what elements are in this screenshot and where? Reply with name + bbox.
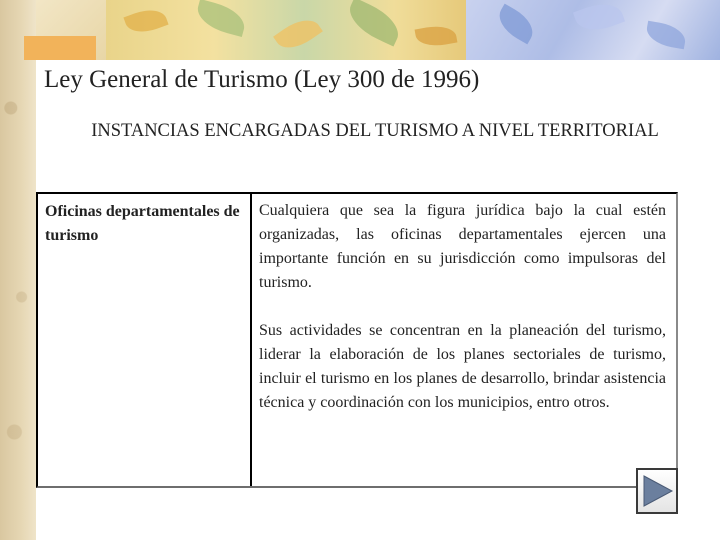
decorative-banner [36,0,720,60]
paragraph-1: Cualquiera que sea la figura jurídica bajo la cual estén organizadas, las oficinas departamentales ejercen una importante función en su jurisdicción como impulsoras del turismo. [259,202,666,291]
slide-subtitle: INSTANCIAS ENCARGADAS DEL TURISMO A NIVEL TERRITORIAL [91,121,659,141]
next-slide-button[interactable] [636,468,678,514]
table-left-cell [38,194,252,486]
slide-title: Ley General de Turismo (Ley 300 de 1996) [44,66,480,93]
table-right-cell [259,194,666,415]
paragraph-2: Sus actividades se concentran en la planeación del turismo, liderar la elaboración de los planes sectoriales de turismo, incluir el turismo en los planes de desarrollo, brindar asistencia técnica y coordinación con los municipios, entro otros. [259,322,666,411]
left-cell-heading: Oficinas departamentales de turismo [45,203,240,244]
parchment-strip [0,0,36,540]
banner-flowers-segment [466,0,720,60]
play-arrow-icon [640,472,674,510]
banner-leaves-segment [106,0,466,60]
accent-block [24,36,96,60]
content-table [36,192,678,488]
